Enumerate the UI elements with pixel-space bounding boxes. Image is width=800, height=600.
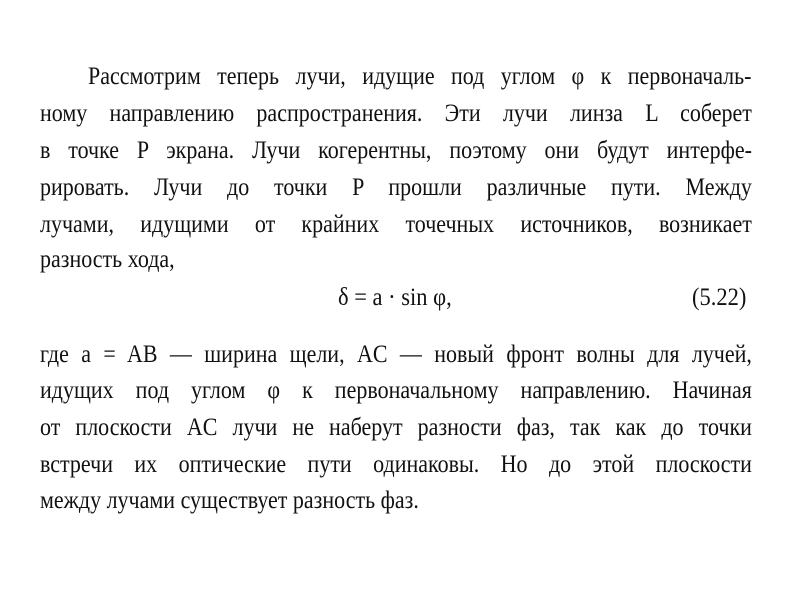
text-line: лучами, идущими от крайних точечных источников, возникает — [40, 211, 752, 238]
text-line: между лучами существует разность фаз. — [40, 487, 419, 514]
text-line: идущих под углом φ к первоначальному направлению. Начиная — [40, 377, 752, 404]
text-line: от плоскости AC лучи не наберут разности фаз, так как до точки — [40, 414, 752, 441]
text-line: в точке P экрана. Лучи когерентны, поэтому они будут интерфе- — [40, 137, 752, 164]
equation-number: (5.22) — [692, 284, 747, 311]
text-line: ному направлению распространения. Эти лучи линза L соберет — [40, 100, 752, 127]
text-line: где a = AB — ширина щели, AC — новый фронт волны для лучей, — [40, 341, 752, 368]
text-line: рировать. Лучи до точки P прошли различные пути. Между — [40, 174, 752, 201]
text-line: встречи их оптические пути одинаковы. Но до этой плоскости — [40, 451, 752, 478]
text-line: Рассмотрим теперь лучи, идущие под углом φ к первоначаль- — [88, 63, 752, 90]
text-line: разность хода, — [40, 246, 175, 273]
formula: δ = a · sin φ, — [338, 284, 452, 311]
